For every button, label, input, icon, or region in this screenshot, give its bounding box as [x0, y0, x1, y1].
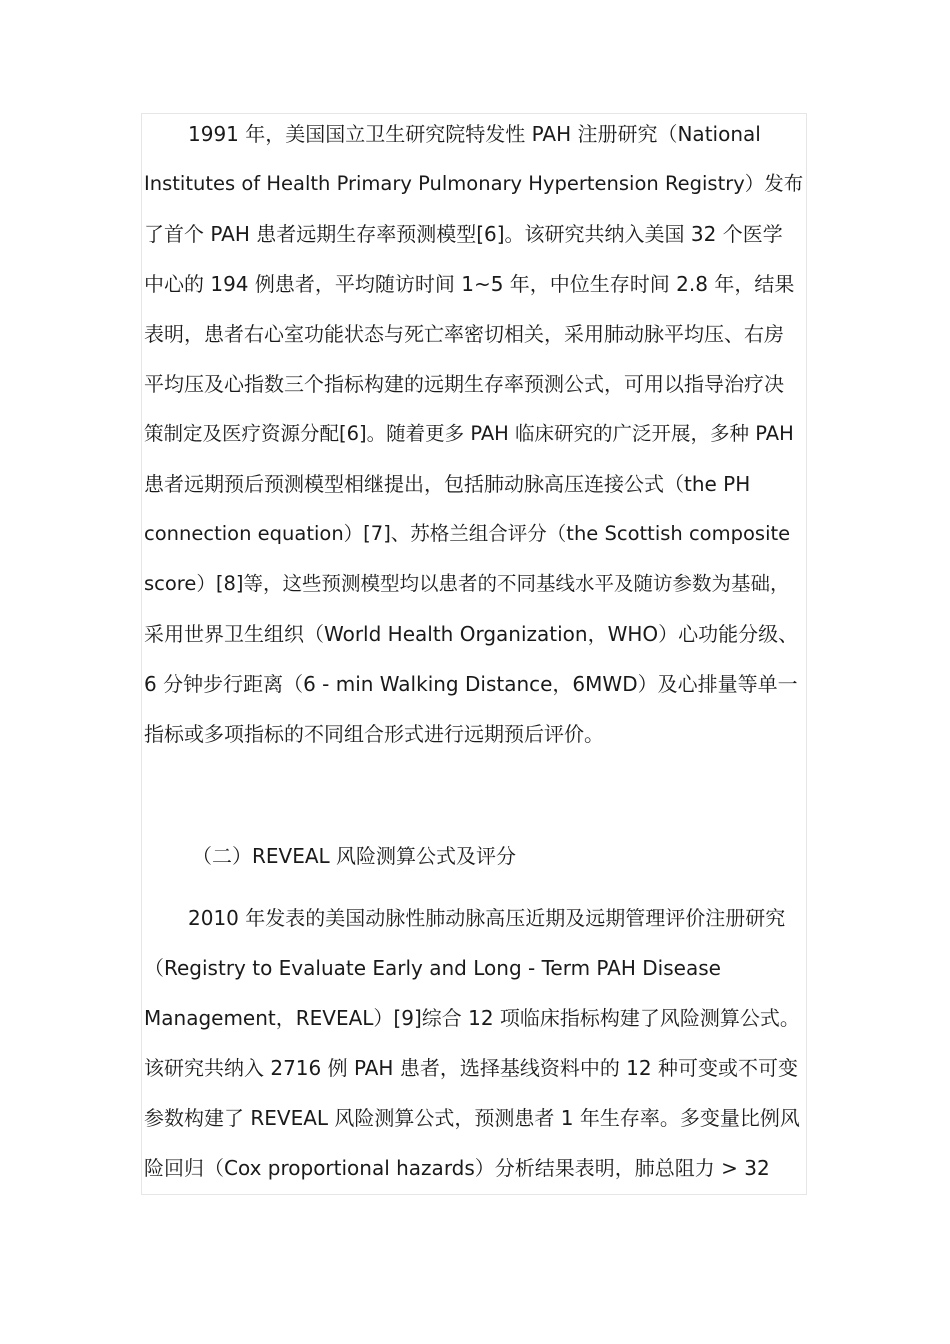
text-line: 平均压及心指数三个指标构建的远期生存率预测公式，可用以指导治疗决 — [144, 372, 784, 396]
section-heading: （二）REVEAL 风险测算公式及评分 — [192, 844, 517, 868]
text-line: 2010 年发表的美国动脉性肺动脉高压近期及远期管理评价注册研究 — [188, 906, 786, 930]
text-line: 表明，患者右心室功能状态与死亡率密切相关，采用肺动脉平均压、右房 — [144, 322, 784, 346]
text-line: 该研究共纳入 2716 例 PAH 患者，选择基线资料中的 12 种可变或不可变 — [144, 1056, 798, 1080]
text-line: connection equation）[7]、苏格兰组合评分（the Scottish composite — [144, 522, 791, 545]
text-line: 中心的 194 例患者，平均随访时间 1~5 年，中位生存时间 2.8 年，结果 — [144, 272, 795, 296]
text-line: 6 分钟步行距离（6 - min Walking Distance，6MWD）及心排量等单一 — [144, 672, 798, 696]
document-page — [141, 113, 807, 1195]
text-line: score）[8]等，这些预测模型均以患者的不同基线水平及随访参数为基础， — [144, 572, 790, 595]
text-line: 患者远期预后预测模型相继提出，包括肺动脉高压连接公式（the PH — [144, 472, 751, 496]
text-line: （Registry to Evaluate Early and Long - Term PAH Disease — [144, 956, 721, 980]
text-line: 策制定及医疗资源分配[6]。随着更多 PAH 临床研究的广泛开展，多种 PAH — [144, 422, 794, 445]
text-line: Management，REVEAL）[9]综合 12 项临床指标构建了风险测算公式。 — [144, 1006, 800, 1030]
text-line: 1991 年，美国国立卫生研究院特发性 PAH 注册研究（National — [188, 122, 761, 146]
text-line: 了首个 PAH 患者远期生存率预测模型[6]。该研究共纳入美国 32 个医学 — [144, 222, 783, 246]
text-line: 险回归（Cox proportional hazards）分析结果表明，肺总阻力 > 32 — [144, 1156, 770, 1180]
text-line: 采用世界卫生组织（World Health Organization，WHO）心功能分级、 — [144, 622, 799, 646]
text-line: 参数构建了 REVEAL 风险测算公式，预测患者 1 年生存率。多变量比例风 — [144, 1106, 800, 1130]
text-line: Institutes of Health Primary Pulmonary Hypertension Registry）发布 — [144, 172, 804, 195]
text-line: 指标或多项指标的不同组合形式进行远期预后评价。 — [144, 722, 604, 746]
